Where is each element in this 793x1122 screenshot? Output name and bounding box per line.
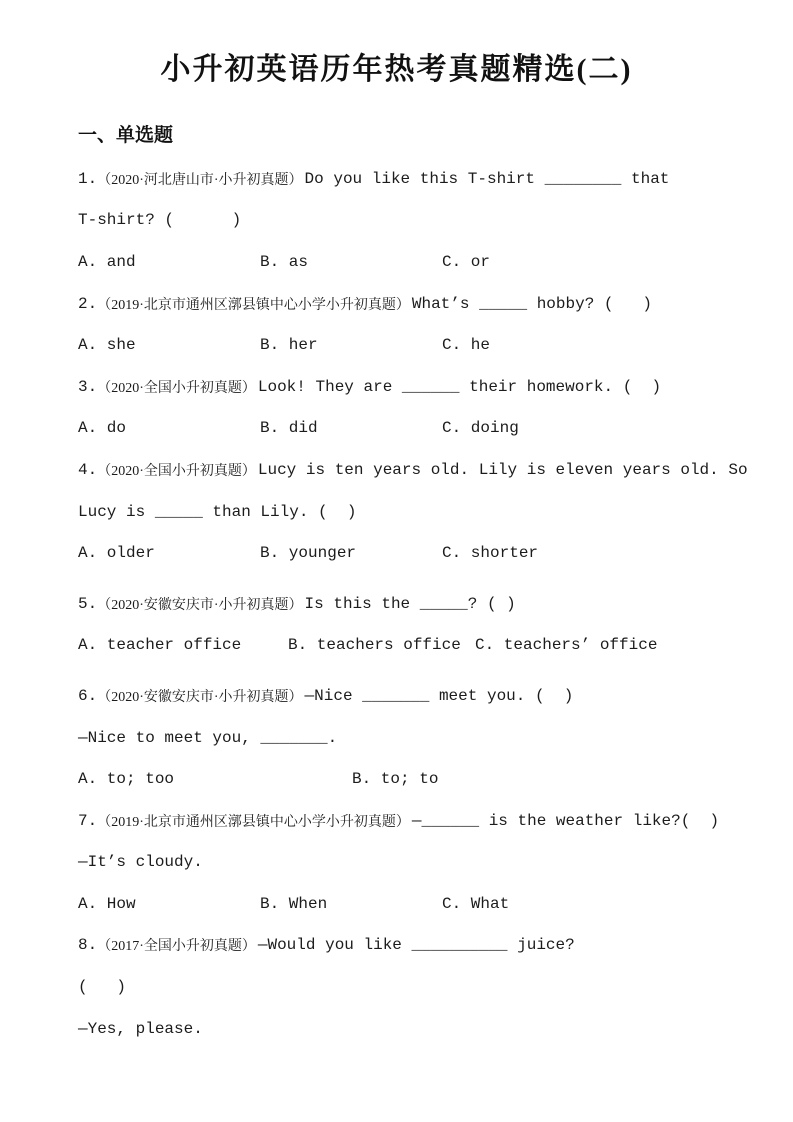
question-source: （2020·河北唐山市·小升初真题）	[97, 172, 303, 188]
option-a: A. How	[78, 894, 136, 913]
question-4	[78, 449, 748, 574]
option-c: C. he	[442, 336, 491, 355]
question-stem-line: —It’s cloudy.	[78, 853, 203, 872]
question-stem-line: ( )	[78, 978, 127, 997]
question-source: （2019·北京市通州区漷县镇中心小学小升初真题）	[97, 814, 410, 830]
question-stem-line: T-shirt? ( )	[78, 211, 242, 230]
options-row	[78, 758, 738, 800]
question-stem: —Nice _______ meet you. ( )	[304, 686, 574, 705]
option-c: C. doing	[442, 419, 519, 438]
document-title: 小升初英语历年热考真题精选(二)	[160, 53, 633, 86]
question-stem-line	[78, 283, 738, 325]
options-row	[78, 883, 738, 925]
question-stem-line: —Yes, please.	[78, 1019, 203, 1038]
question-number: 4.	[78, 460, 98, 479]
option-c: C. or	[442, 252, 491, 271]
question-source: （2017·全国小升初真题）	[97, 939, 256, 955]
question-number: 5.	[78, 594, 98, 613]
question-stem: —Would you like __________ juice?	[257, 936, 575, 955]
option-a: A. to; too	[78, 770, 175, 789]
question-stem: Look! They are ______ their homework. ( )	[257, 377, 662, 396]
question-stem: —______ is the weather like?( )	[411, 811, 720, 830]
question-7	[78, 800, 738, 925]
question-source: （2020·安徽安庆市·小升初真题）	[97, 689, 303, 705]
option-a: A. do	[78, 419, 127, 438]
option-c: C. What	[442, 894, 510, 913]
options-row	[78, 408, 738, 450]
options-row	[78, 625, 738, 667]
question-stem: Lucy is ten years old. Lily is eleven years old. So	[257, 460, 748, 479]
options-row	[78, 324, 738, 366]
question-8	[78, 925, 738, 1050]
section-heading: 一、单选题	[78, 125, 174, 146]
options-row	[78, 532, 738, 574]
question-stem-line	[78, 158, 738, 200]
question-number: 6.	[78, 686, 98, 705]
question-stem: Do you like this T-shirt ________ that	[304, 169, 670, 188]
question-stem-line	[78, 583, 738, 625]
question-stem: What’s _____ hobby? ( )	[411, 294, 652, 313]
question-6	[78, 675, 738, 800]
option-b: B. did	[260, 419, 318, 438]
question-stem-line: Lucy is _____ than Lily. ( )	[78, 502, 357, 521]
question-2	[78, 283, 738, 366]
question-stem-line	[78, 449, 748, 491]
question-1	[78, 158, 738, 283]
question-stem-line	[78, 800, 738, 842]
question-source: （2020·全国小升初真题）	[97, 380, 256, 396]
question-source: （2020·安徽安庆市·小升初真题）	[97, 597, 303, 613]
question-number: 1.	[78, 169, 98, 188]
question-source: （2019·北京市通州区漷县镇中心小学小升初真题）	[97, 297, 410, 313]
question-stem: Is this the _____? ( )	[304, 594, 516, 613]
question-stem-line	[78, 366, 738, 408]
option-a: A. she	[78, 336, 136, 355]
option-c: C. teachers’ office	[475, 636, 658, 655]
question-source: （2020·全国小升初真题）	[97, 463, 256, 479]
question-number: 7.	[78, 811, 98, 830]
question-stem-line	[78, 925, 738, 967]
option-b: B. to; to	[352, 770, 439, 789]
options-row	[78, 241, 738, 283]
option-a: A. and	[78, 252, 136, 271]
option-b: B. When	[260, 894, 328, 913]
question-list	[78, 158, 748, 1049]
question-number: 2.	[78, 294, 98, 313]
option-b: B. teachers office	[288, 636, 461, 655]
question-number: 3.	[78, 377, 98, 396]
option-a: A. older	[78, 544, 155, 563]
question-stem-line: —Nice to meet you, _______.	[78, 728, 338, 747]
option-a: A. teacher office	[78, 636, 242, 655]
option-b: B. younger	[260, 544, 357, 563]
option-c: C. shorter	[442, 544, 539, 563]
question-5	[78, 583, 738, 666]
option-b: B. as	[260, 252, 309, 271]
question-stem-line	[78, 675, 738, 717]
question-3	[78, 366, 738, 449]
question-number: 8.	[78, 936, 98, 955]
option-b: B. her	[260, 336, 318, 355]
